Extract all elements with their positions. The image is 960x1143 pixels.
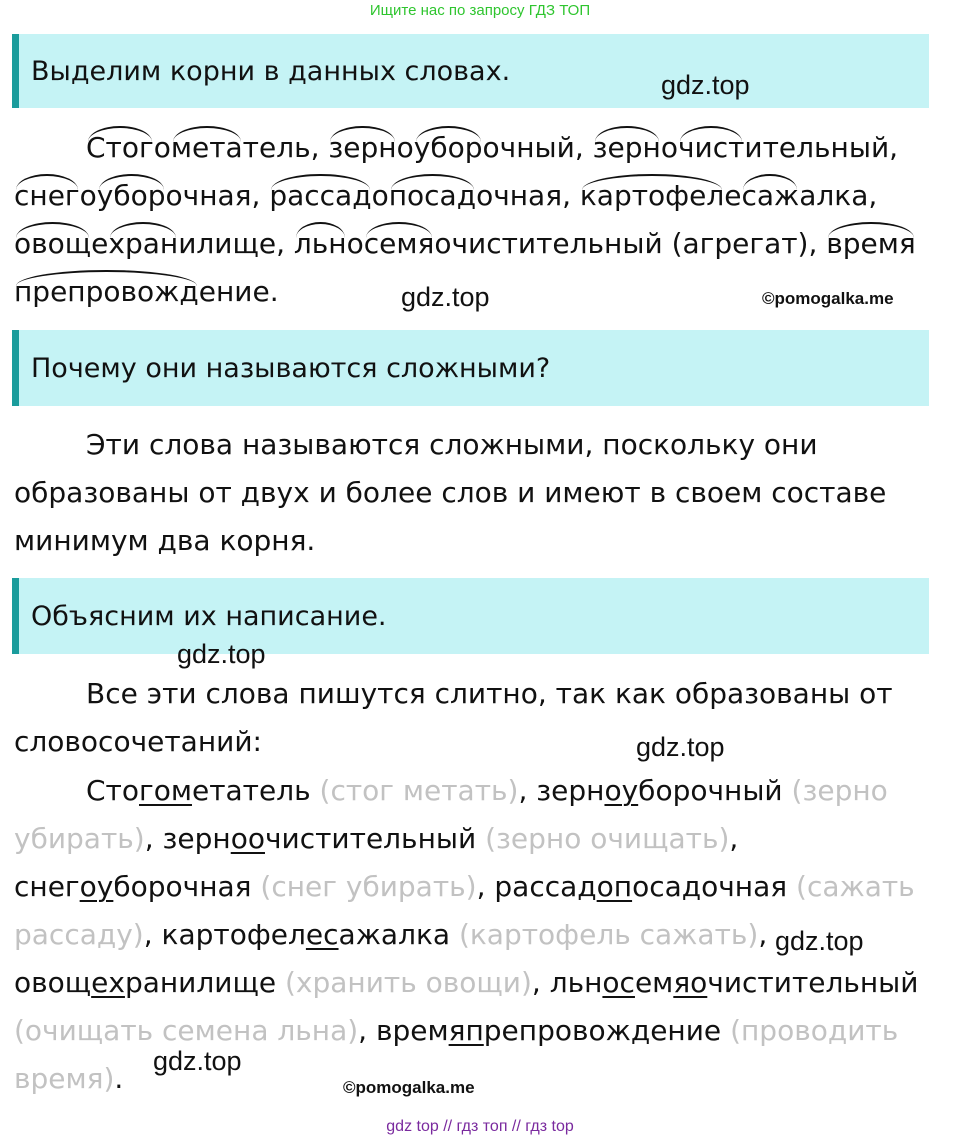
example-word [86,774,311,807]
underlined-junction: оу [604,774,639,807]
gdz-watermark: gdz.top [153,1046,242,1076]
heading-text: Почему они называются сложными? [31,352,551,384]
connecting-vowel: е [91,227,109,260]
root-arc: рассад [269,172,371,220]
connecting-vowel: о [371,179,389,212]
origin-phrase: (зерно очищать) [485,822,730,855]
gdz-watermark: gdz.top [775,926,864,956]
heading-text: Объясним их написание. [31,600,387,632]
word-part: ем [634,966,674,999]
gdz-watermark: gdz.top [177,639,266,669]
top-banner[interactable]: Ищите нас по запросу ГДЗ ТОП [369,2,591,19]
root-arc: чист [678,124,744,172]
connecting-vowel: е [724,179,742,212]
compound-word [328,131,574,164]
compound-word [580,179,869,212]
origin-phrase: (сажать рассаду) [14,870,915,951]
root-arc: саж [741,172,799,220]
compound-word [593,131,890,164]
word-ending: очистительный (агрегат) [434,227,809,260]
word-part: рассад [494,870,597,903]
section-heading-why [12,330,929,406]
connecting-vowel: о [153,131,171,164]
example-word [376,1014,721,1047]
word-ending: ительный [744,131,890,164]
separator: , [868,179,878,212]
underlined-junction: ос [602,966,635,999]
heading-text: Выделим корни в данных словах. [31,55,511,87]
gdz-watermark: gdz.top [401,282,490,312]
underlined-junction: оу [79,870,114,903]
section-heading-roots [12,34,929,108]
separator: , [808,227,827,260]
compound-word [14,179,252,212]
word-ending: очная [165,179,252,212]
root-arc: Стог [86,124,154,172]
separator: , [531,966,550,999]
root-arc: хран [108,220,178,268]
root-arc: убор [97,172,166,220]
root-arc: время [826,220,915,268]
separator: , [729,822,739,855]
root-arc: убор [414,124,483,172]
why-answer [14,421,944,565]
word-part: картофел [161,918,306,951]
underlined-junction: оо [230,822,265,855]
word-part: етатель [191,774,311,807]
gdz-watermark: gdz.top [661,70,750,100]
word-ending: тель [242,131,311,164]
root-arc: картофел [580,172,724,220]
separator: , [518,774,537,807]
footer-links[interactable]: gdz top // гдз топ // гдз top [386,1118,574,1135]
word-part: чистительный [264,822,477,855]
compound-word [14,227,276,260]
connecting-vowel: о [79,179,97,212]
compound-word [294,227,809,260]
gdz-watermark: gdz.top [636,732,725,762]
intro-text: Все эти слова пишутся слитно, так как образованы от словосочетаний: [14,677,893,758]
word-part: ранилище [124,966,277,999]
pomogalka-watermark: ©pomogalka.me [762,289,894,308]
compound-word [86,131,311,164]
separator: . [269,275,279,308]
word-part: льн [549,966,603,999]
connecting-vowel: о [660,131,678,164]
underlined-junction: яп [448,1014,484,1047]
root-arc: льн [294,220,347,268]
separator: , [562,179,580,212]
word-part: овощ [14,966,92,999]
connecting-vowel: о [346,227,364,260]
underlined-junction: ех [91,966,125,999]
origin-phrase: (зерно убирать) [14,774,888,855]
separator: , [143,918,162,951]
word-ending: очная [476,179,563,212]
separator: , [476,870,495,903]
word-part: снег [14,870,80,903]
word-ending: алка [799,179,869,212]
answer-text: Эти слова называются сложными, поскольку они образованы от двух и более слов и имеют в своем составе минимум два корня. [14,428,887,557]
separator: , [758,918,768,951]
root-arc: мета [171,124,243,172]
compound-word [269,179,562,212]
word-ending: ение [198,275,270,308]
root-arc: снег [14,172,80,220]
word-part: зерн [162,822,231,855]
separator: , [144,822,163,855]
separator: , [358,1014,376,1047]
example-word [536,774,782,807]
origin-phrase: (стог метать) [319,774,519,807]
origin-phrase: (снег убирать) [260,870,477,903]
root-arc: препровожд [14,268,199,316]
word-part: борочная [113,870,252,903]
separator: , [574,131,593,164]
root-arc: зерн [593,124,661,172]
word-part: врем [375,1014,449,1047]
word-part: борочный [638,774,783,807]
underlined-junction: яо [673,966,708,999]
example-word [14,870,252,903]
separator: , [251,179,270,212]
underlined-junction: ес [305,918,339,951]
root-arc: семя [364,220,435,268]
spelling-intro [14,670,944,766]
root-arc: зерн [328,124,396,172]
origin-phrase: (очищать семена льна) [14,1014,359,1047]
pomogalka-watermark: ©pomogalka.me [343,1078,475,1097]
example-word [163,822,477,855]
example-word [162,918,451,951]
example-word [550,966,919,999]
connecting-vowel: о [396,131,414,164]
word-ending: илище [178,227,277,260]
origin-phrase: (хранить овощи) [284,966,532,999]
section-heading-spelling [12,578,929,654]
word-part: Сто [86,774,139,807]
example-word [494,870,787,903]
word-part: репровождение [483,1014,722,1047]
separator: . [114,1062,124,1095]
word-part: чистительный [707,966,919,999]
example-word [14,966,276,999]
origin-phrase: (картофель сажать) [458,918,759,951]
separator: , [276,227,294,260]
underlined-junction: гом [139,774,192,807]
separator: , [310,131,329,164]
word-part: ажалка [338,918,451,951]
word-part: осадочная [632,870,788,903]
root-arc: овощ [14,220,91,268]
word-part: зерн [536,774,605,807]
underlined-junction: оп [596,870,633,903]
word-ending: очный [482,131,575,164]
separator: , [889,131,899,164]
origin-phrase: (проводить время) [14,1014,899,1095]
root-arc: посад [389,172,476,220]
